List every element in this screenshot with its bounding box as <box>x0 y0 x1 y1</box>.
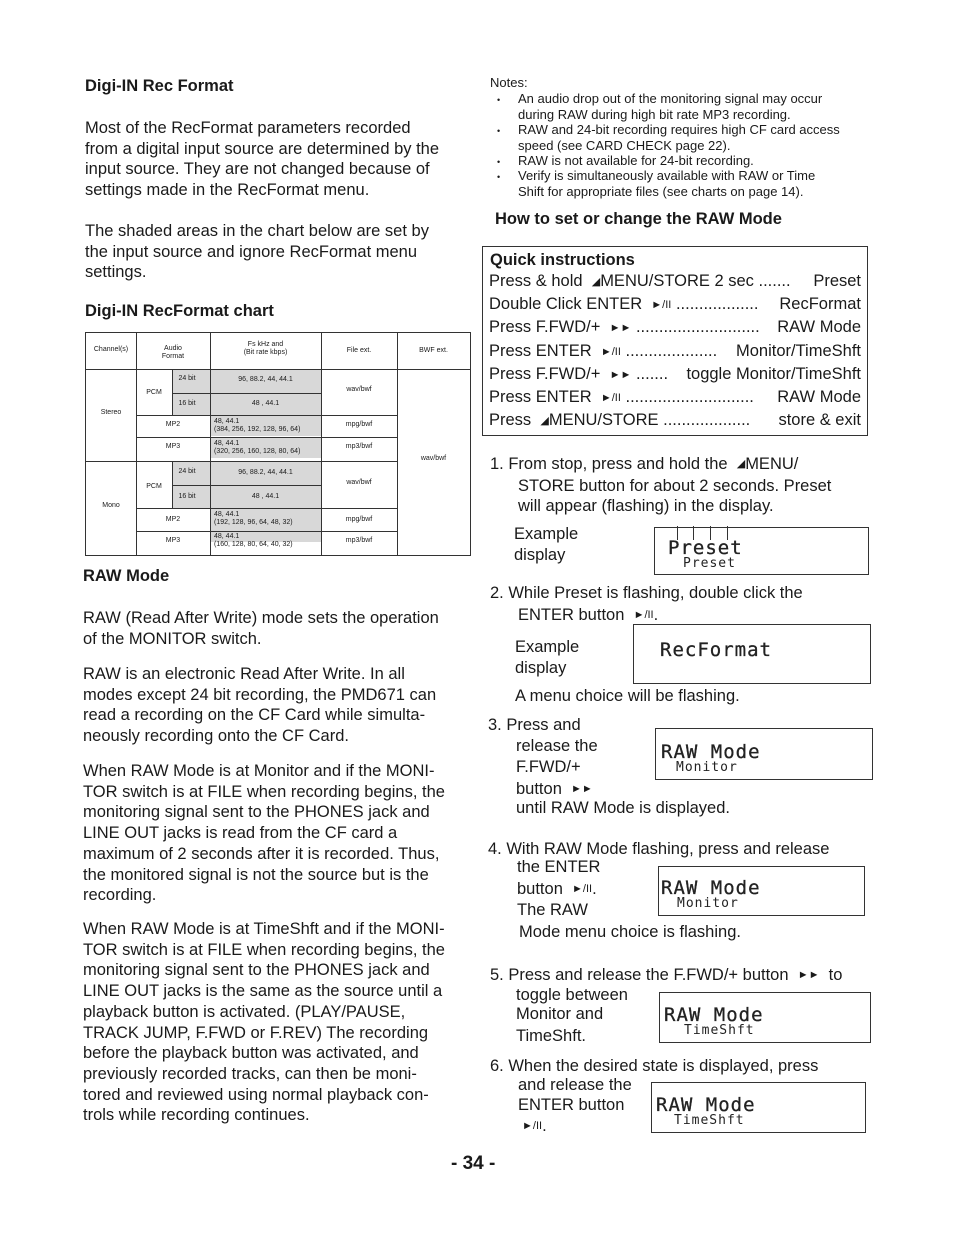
text-line: (160, 128, 80, 64, 40, 32) <box>214 541 293 548</box>
lcd-line-1: Preset <box>668 537 743 559</box>
rule <box>136 415 397 416</box>
note-4 <box>518 168 815 199</box>
text-line: 48, 44.1 <box>214 511 240 518</box>
quick-row-label: Press ENTER <box>489 388 592 406</box>
lcd-display-4 <box>658 866 865 916</box>
fast-forward-icon: ►► <box>609 368 632 381</box>
text-line: (384, 256, 192, 128, 96, 64) <box>214 426 301 433</box>
example-label <box>515 637 579 678</box>
dots: ....... <box>758 272 791 290</box>
text-line: Audio <box>164 345 182 352</box>
quick-row-result: RecFormat <box>779 295 861 313</box>
quick-row-label: Press & hold <box>489 272 583 290</box>
text-line: Most of the RecFormat parameters recorded <box>85 119 411 137</box>
header-bwf-ext: BWF ext. <box>419 347 448 354</box>
text-line: Verify is simultaneously available with RAW or Time <box>518 168 816 183</box>
text-line: Format <box>161 353 185 360</box>
step-1-line: STORE button for about 2 seconds. Preset <box>518 477 832 495</box>
play-pause-icon: ►/II <box>522 1120 543 1133</box>
step-5-line: Monitor and <box>516 1005 604 1023</box>
quick-row <box>489 411 750 430</box>
bullet: • <box>497 157 501 167</box>
page-number: - 34 - <box>451 1153 496 1174</box>
note-2 <box>518 122 840 153</box>
fast-forward-icon: ►► <box>797 969 820 982</box>
fs-mono-24: 96, 88.2, 44, 44.1 <box>238 469 293 476</box>
fs-stereo-mp3 <box>210 440 321 456</box>
text-line: (192, 128, 96, 64, 48, 32) <box>214 519 293 526</box>
rule <box>397 333 398 555</box>
fs-stereo-mp2 <box>210 418 321 434</box>
dots: ................... <box>663 411 751 429</box>
text-line: settings. <box>85 263 147 282</box>
text-line: of the MONITOR switch. <box>83 629 262 648</box>
lcd-display-2 <box>633 624 871 684</box>
quick-row-result: RAW Mode <box>777 388 861 406</box>
step-2-line: A menu choice will be flashing. <box>515 687 740 705</box>
fast-forward-icon: ►► <box>609 321 632 334</box>
text-line: Fs kHz and <box>247 341 284 348</box>
text-line: button <box>516 780 562 798</box>
rule <box>86 369 470 370</box>
text-line: maximum of 2 seconds after it is recorded. Thus, <box>83 844 440 863</box>
lcd-line-2: TimeShft <box>684 1023 755 1038</box>
fast-forward-icon: ►► <box>571 783 593 796</box>
text-line: input source. They are not changed because of <box>85 160 430 179</box>
rule <box>172 485 321 486</box>
para-raw-electronic <box>83 664 436 747</box>
fs-mono-mp2 <box>210 511 321 527</box>
note-1 <box>518 91 822 122</box>
step-4-line <box>517 879 597 900</box>
text-line: speed (see CARD CHECK page 22). <box>518 137 731 153</box>
label-mp2: MP2 <box>165 421 181 428</box>
rule <box>136 508 397 509</box>
label-stereo: Stereo <box>100 409 122 416</box>
lcd-line-1: RAW Mode <box>661 741 761 763</box>
fs-stereo-16: 48 , 44.1 <box>251 400 280 407</box>
text-line: monitoring signal sent to the PHONES jack and <box>83 961 430 980</box>
para-recformat-params <box>85 118 439 201</box>
heading-digi-in-rec-format: Digi-IN Rec Format <box>85 77 234 95</box>
text-line: Example <box>515 638 580 656</box>
play-pause-icon: ►/II <box>600 391 621 404</box>
label-mp3: MP3 <box>165 537 181 544</box>
play-pause-icon: ►/II <box>633 609 654 622</box>
text-line: before the playback button was activated, and <box>83 1044 419 1063</box>
play-pause-icon: ►/II <box>600 345 621 358</box>
label-mp3: MP3 <box>165 443 181 450</box>
text-line: from a digital input source are determined by the <box>85 139 440 158</box>
quick-row-label: Press F.FWD/+ <box>489 318 601 336</box>
text-line: neously recording onto the CF Card. <box>83 727 349 746</box>
text-line: RAW is not available for 24-bit recording. <box>518 153 754 168</box>
header-file-ext: File ext. <box>346 347 372 354</box>
step-2-line <box>518 605 658 626</box>
note-3 <box>518 153 754 169</box>
bwf-ext-value: wav/bwf <box>420 455 447 462</box>
step-3-line: 3. Press and <box>488 716 581 734</box>
text-line: read a recording on the CF Card while simulta- <box>83 706 426 725</box>
text-line: When RAW Mode is at TimeShft and if the MONI- <box>83 920 445 938</box>
text-line: 1. From stop, press and hold the <box>490 455 728 473</box>
lcd-line-2: TimeShft <box>674 1113 745 1128</box>
text-line: Shift for appropriate files (see charts on page 14). <box>518 183 804 199</box>
label-24bit: 24 bit <box>178 375 196 382</box>
step-4-line: 4. With RAW Mode flashing, press and release <box>488 840 830 858</box>
fs-mono-mp3 <box>210 533 321 549</box>
ext-mono-mp3: mp3/bwf <box>345 537 373 544</box>
quick-title: Quick instructions <box>490 251 635 269</box>
lcd-line-1: RAW Mode <box>656 1094 756 1116</box>
menu-icon: ◢ <box>736 458 746 471</box>
text-line: . <box>542 1117 547 1135</box>
menu-icon: ◢ <box>591 276 601 289</box>
quick-row-label: MENU/STORE <box>548 411 659 429</box>
label-16bit: 16 bit <box>178 493 196 500</box>
text-line: Example <box>514 525 579 543</box>
text-line: playback button is activated. (PLAY/PAUSE, <box>83 1002 406 1021</box>
heading-how-to: How to set or change the RAW Mode <box>495 210 782 228</box>
para-raw-def <box>83 608 439 649</box>
example-label <box>514 524 578 565</box>
label-mono: Mono <box>102 502 120 509</box>
text-line: 48, 44.1 <box>214 440 240 447</box>
text-line: RAW is an electronic Read After Write. In all <box>83 665 405 683</box>
header-channels: Channel(s) <box>93 346 129 353</box>
label-16bit: 16 bit <box>178 400 196 407</box>
label-24bit: 24 bit <box>178 468 196 475</box>
lcd-line-2: Preset <box>683 556 736 571</box>
header-fs <box>210 341 321 357</box>
heading-chart: Digi-IN RecFormat chart <box>85 302 274 320</box>
text-line: ENTER button <box>518 606 625 624</box>
step-3-line <box>516 779 593 800</box>
menu-icon: ◢ <box>540 415 549 428</box>
step-6-line: 6. When the desired state is displayed, press <box>490 1057 819 1075</box>
bullet: • <box>497 172 501 182</box>
quick-row <box>489 388 754 407</box>
text-line: previously recorded tracks, can then be moni- <box>83 1064 417 1083</box>
quick-row-result: RAW Mode <box>777 318 861 336</box>
step-6-line: ENTER button <box>518 1096 625 1114</box>
rule <box>86 461 397 462</box>
step-6-line: and release the <box>518 1076 632 1094</box>
header-audio <box>136 345 210 361</box>
text-line: An audio drop out of the monitoring signal may occur <box>518 91 823 106</box>
text-line: recording. <box>83 886 157 905</box>
text-line: . <box>592 880 597 898</box>
text-line: settings made in the RecFormat menu. <box>85 181 370 200</box>
text-line: (320, 256, 160, 128, 80, 64) <box>214 448 301 455</box>
step-5-line: TimeShft. <box>516 1027 586 1045</box>
quick-row-result: store & exit <box>778 411 861 429</box>
ext-mono-mp2: mpg/bwf <box>345 516 373 523</box>
dots: .................... <box>625 342 718 360</box>
dots: ........................... <box>635 318 760 336</box>
quick-row <box>489 295 758 314</box>
rule <box>136 437 397 438</box>
step-1-line <box>490 454 798 475</box>
text-line: The shaded areas in the chart below are set by <box>85 222 429 240</box>
lcd-line-1: RecFormat <box>660 639 772 661</box>
heading-raw-mode: RAW Mode <box>83 567 170 585</box>
step-4-line: the ENTER <box>517 858 601 876</box>
text-line: tored and reviewed using normal playback con- <box>83 1085 429 1104</box>
quick-row <box>489 365 668 384</box>
text-line: LINE OUT jacks is the same as the source until a <box>83 982 443 1001</box>
lcd-line-2: Monitor <box>676 760 738 775</box>
play-pause-icon: ►/II <box>651 298 672 311</box>
text-line: 48, 44.1 <box>214 533 240 540</box>
label-mp2: MP2 <box>165 516 181 523</box>
para-raw-timeshift <box>83 919 445 1126</box>
dots: ............................ <box>625 388 754 406</box>
quick-row-label: Double Click ENTER <box>489 295 643 313</box>
label-pcm: PCM <box>146 389 162 396</box>
ext-stereo-mp3: mp3/bwf <box>345 443 373 450</box>
quick-row <box>489 272 791 291</box>
step-6-line <box>522 1116 547 1137</box>
quick-row <box>489 342 717 361</box>
text-line: modes except 24 bit recording, the PMD671 can <box>83 685 437 704</box>
para-raw-monitor <box>83 761 445 906</box>
text-line: . <box>653 606 659 624</box>
lcd-display-1 <box>654 527 869 575</box>
ext-stereo-pcm: wav/bwf <box>346 386 372 393</box>
text-line: during RAW during high bit rate MP3 recording. <box>518 106 791 122</box>
step-3-line: until RAW Mode is displayed. <box>516 799 730 817</box>
recformat-chart <box>85 332 471 556</box>
lcd-display-5 <box>659 992 871 1043</box>
quick-row-label: Press ENTER <box>489 342 592 360</box>
text-line: 5. Press and release the F.FWD/+ button <box>490 966 789 984</box>
step-1-line: will appear (flashing) in the display. <box>518 497 774 515</box>
text-line: button <box>517 880 563 898</box>
text-line: the input source and ignore RecFormat menu <box>85 242 418 261</box>
text-line: trols while recording continues. <box>83 1106 310 1125</box>
step-5-line <box>490 965 842 986</box>
lcd-line-1: RAW Mode <box>664 1004 764 1026</box>
text-line: TRACK JUMP, F.FWD or F.REV) The recording <box>83 1023 429 1042</box>
quick-row <box>489 318 760 337</box>
lcd-display-3 <box>655 728 873 780</box>
ext-stereo-mp2: mpg/bwf <box>345 421 373 428</box>
ext-mono-pcm: wav/bwf <box>346 479 372 486</box>
text-line: MENU/ <box>745 455 799 473</box>
para-shaded-areas <box>85 221 429 283</box>
quick-row-label: Press <box>489 411 532 429</box>
quick-row-label: Press F.FWD/+ <box>489 365 601 383</box>
text-line: monitoring signal sent to the PHONES jack and <box>83 803 430 822</box>
step-2-line: 2. While Preset is flashing, double click the <box>490 584 803 602</box>
text-line: (Bit rate kbps) <box>243 349 288 356</box>
text-line: TOR switch is at FILE when recording begins, the <box>83 940 445 959</box>
label-pcm: PCM <box>146 483 162 490</box>
rule <box>172 393 321 394</box>
bullet: • <box>497 95 501 105</box>
text-line: RAW (Read After Write) mode sets the operation <box>83 609 439 627</box>
step-5-line: toggle between <box>516 986 628 1004</box>
text-line: 48, 44.1 <box>214 418 240 425</box>
text-line: LINE OUT jacks is read from the CF card a <box>83 824 398 843</box>
rule <box>136 531 397 532</box>
text-line: the monitored signal is not the source but is the <box>83 865 429 884</box>
play-pause-icon: ►/II <box>572 883 593 896</box>
dots: .................. <box>675 295 759 313</box>
quick-row-label: MENU/STORE 2 sec <box>600 272 754 290</box>
bullet: • <box>497 126 501 136</box>
step-4-line: Mode menu choice is flashing. <box>519 923 741 941</box>
notes-title: Notes: <box>490 75 528 90</box>
lcd-display-6 <box>651 1082 866 1133</box>
text-line: RAW and 24-bit recording requires high CF card access <box>518 122 840 137</box>
fs-mono-16: 48 , 44.1 <box>251 493 280 500</box>
step-4-line: The RAW <box>517 901 588 919</box>
step-3-line: release the <box>516 737 598 755</box>
text-line: display <box>514 545 566 564</box>
text-line: to <box>828 966 843 984</box>
text-line: TOR switch is at FILE when recording begins, the <box>83 782 445 801</box>
lcd-line-2: Monitor <box>677 896 739 911</box>
step-3-line: F.FWD/+ <box>516 758 581 776</box>
text-line: When RAW Mode is at Monitor and if the MONI- <box>83 762 435 780</box>
quick-row-result: Monitor/TimeShft <box>735 342 861 360</box>
fs-stereo-24: 96, 88.2, 44, 44.1 <box>238 376 293 383</box>
text-line: display <box>515 658 567 677</box>
quick-row-result: toggle Monitor/TimeShft <box>686 365 861 383</box>
dots: ....... <box>635 365 669 383</box>
lcd-line-1: RAW Mode <box>661 877 761 899</box>
quick-row-result: Preset <box>813 272 861 290</box>
